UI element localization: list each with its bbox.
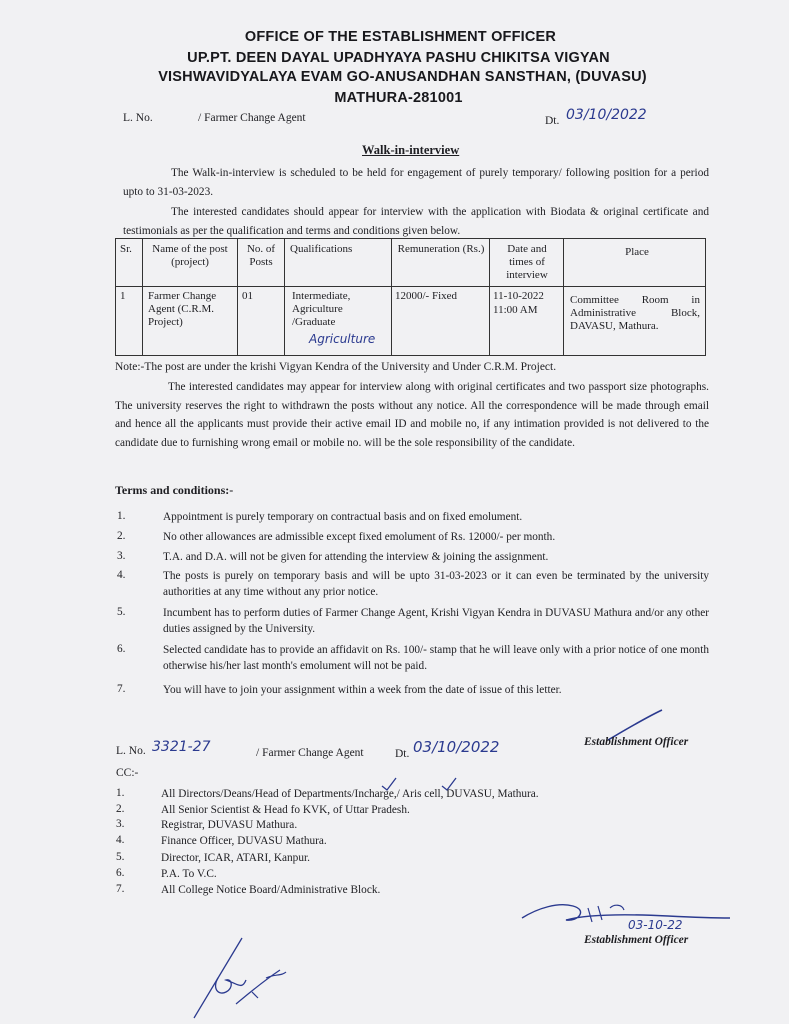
row-place: Committee Room in Administrative Block, DAVASU, Mathura. xyxy=(570,294,700,332)
term-number: 1. xyxy=(117,510,126,522)
row-time: 11:00 AM xyxy=(493,304,538,316)
office-title: OFFICE OF THE ESTABLISHMENT OFFICER xyxy=(244,29,557,45)
header-qualifications: Qualifications xyxy=(290,243,353,255)
term-number: 5. xyxy=(117,606,126,618)
term-text: The posts is purely on temporary basis and will be upto 31-03-2023 or it can even be terminated by the university authorities at any time without any prior notice. xyxy=(163,570,709,598)
row-remuneration: 12000/- Fixed xyxy=(395,290,458,302)
candidate-instructions: The interested candidates may appear for interview along with original certificates and two passport size photographs. The university reserves the right to withdrawn the posts without any notice. All the correspondence will be made through email and hence all the applicants must provide their active email ID and mobile no, if any intimation provided is not delivered to the candidate due to furnishing wrong email or mobile no. will be the sole responsibility of the candidate. xyxy=(115,381,709,449)
letter-subject-2: / Farmer Change Agent xyxy=(256,747,364,759)
term-number: 2. xyxy=(117,530,126,542)
letter-number-handwritten: 3321-27 xyxy=(152,739,211,755)
cc-recipient: Director, ICAR, ATARI, Kanpur. xyxy=(161,852,310,864)
term-text: No other allowances are admissible except fixed emolument of Rs. 12000/- per month. xyxy=(163,531,556,543)
date-handwritten: 03/10/2022 xyxy=(566,107,647,123)
header-place: Place xyxy=(625,246,649,258)
tick-marks xyxy=(380,776,470,792)
intro-paragraph-2: The interested candidates should appear for interview with the application with Biodata & original certificate and testimonials as per the qualification and terms and conditions given below. xyxy=(123,206,709,237)
cc-recipient: All College Notice Board/Administrative Block. xyxy=(161,884,381,896)
term-number: 4. xyxy=(117,569,126,581)
cc-recipient: All Directors/Deans/Head of Departments/Incharge,/ Aris cell, DUVASU, Mathura. xyxy=(161,788,539,800)
date-label: Dt. xyxy=(545,115,560,127)
header-date-time: Date and times of interview xyxy=(506,243,548,281)
cc-recipient: P.A. To V.C. xyxy=(161,868,217,880)
signature-title-1: Establishment Officer xyxy=(584,736,689,748)
cc-recipient: All Senior Scientist & Head fo KVK, of Uttar Pradesh. xyxy=(161,804,410,816)
term-number: 3. xyxy=(117,550,126,562)
row-no-of-posts: 01 xyxy=(242,290,253,302)
cc-number: 3. xyxy=(116,818,125,830)
cc-recipient: Registrar, DUVASU Mathura. xyxy=(161,819,298,831)
cc-number: 7. xyxy=(116,883,125,895)
term-text: You will have to join your assignment within a week from the date of issue of this letter. xyxy=(163,684,562,696)
position-table xyxy=(115,238,706,356)
row-post-name: Farmer Change Agent (C.R.M. Project) xyxy=(148,290,217,328)
row-date: 11-10-2022 xyxy=(493,290,544,302)
cc-number: 4. xyxy=(116,834,125,846)
cc-number: 2. xyxy=(116,803,125,815)
university-name-line2: VISHWAVIDYALAYA EVAM GO-ANUSANDHAN SANSTHAN, (DUVASU) xyxy=(158,69,647,85)
intro-paragraph-1: The Walk-in-interview is scheduled to be held for engagement of purely temporary/ following position for a period upto to 31-03-2023. xyxy=(123,167,709,198)
term-text: T.A. and D.A. will not be given for attending the interview & joining the assignment. xyxy=(163,551,549,563)
row-qualification-handwritten: Agriculture xyxy=(309,332,376,346)
header-post-name: Name of the post (project) xyxy=(152,243,228,268)
term-text: Selected candidate has to provide an affidavit on Rs. 100/- stamp that he will leave only with a prior notice of one month otherwise his/her last month's emolument will not be paid. xyxy=(163,644,709,672)
row-qualification: Intermediate, Agriculture /Graduate xyxy=(292,290,351,328)
university-name-line1: UP.PT. DEEN DAYAL UPADHYAYA PASHU CHIKITSA VIGYAN xyxy=(187,50,610,66)
letter-subject: / Farmer Change Agent xyxy=(198,112,306,124)
university-address: MATHURA-281001 xyxy=(334,90,463,106)
date-handwritten-2: 03/10/2022 xyxy=(413,738,500,756)
header-remuneration: Remuneration (Rs.) xyxy=(397,243,485,255)
term-number: 7. xyxy=(117,683,126,695)
signature-date-handwritten: 03-10-22 xyxy=(628,918,683,932)
notice-title: Walk-in-interview xyxy=(362,143,460,157)
terms-heading: Terms and conditions:- xyxy=(115,483,234,497)
term-text: Appointment is purely temporary on contractual basis and on fixed emolument. xyxy=(163,511,523,523)
signature-title-2: Establishment Officer xyxy=(584,934,689,946)
term-number: 6. xyxy=(117,643,126,655)
cc-label: CC:- xyxy=(116,767,139,779)
row-sr: 1 xyxy=(120,290,126,302)
letter-number-label-2: L. No. xyxy=(116,745,146,757)
cc-number: 5. xyxy=(116,851,125,863)
date-label-2: Dt. xyxy=(395,748,410,760)
cc-number: 1. xyxy=(116,787,125,799)
initials-scribble xyxy=(190,934,300,1020)
cc-number: 6. xyxy=(116,867,125,879)
header-no-of-posts: No. of Posts xyxy=(246,243,276,268)
header-sr: Sr. xyxy=(120,243,132,255)
letter-number-label: L. No. xyxy=(123,112,153,124)
term-text: Incumbent has to perform duties of Farmer Change Agent, Krishi Vigyan Kendra in DUVASU Mathura and/or any other duties assigned by the University. xyxy=(163,607,709,635)
cc-recipient: Finance Officer, DUVASU Mathura. xyxy=(161,835,327,847)
note: Note:-The post are under the krishi Vigyan Kendra of the University and Under C.R.M. Project. xyxy=(115,361,557,373)
